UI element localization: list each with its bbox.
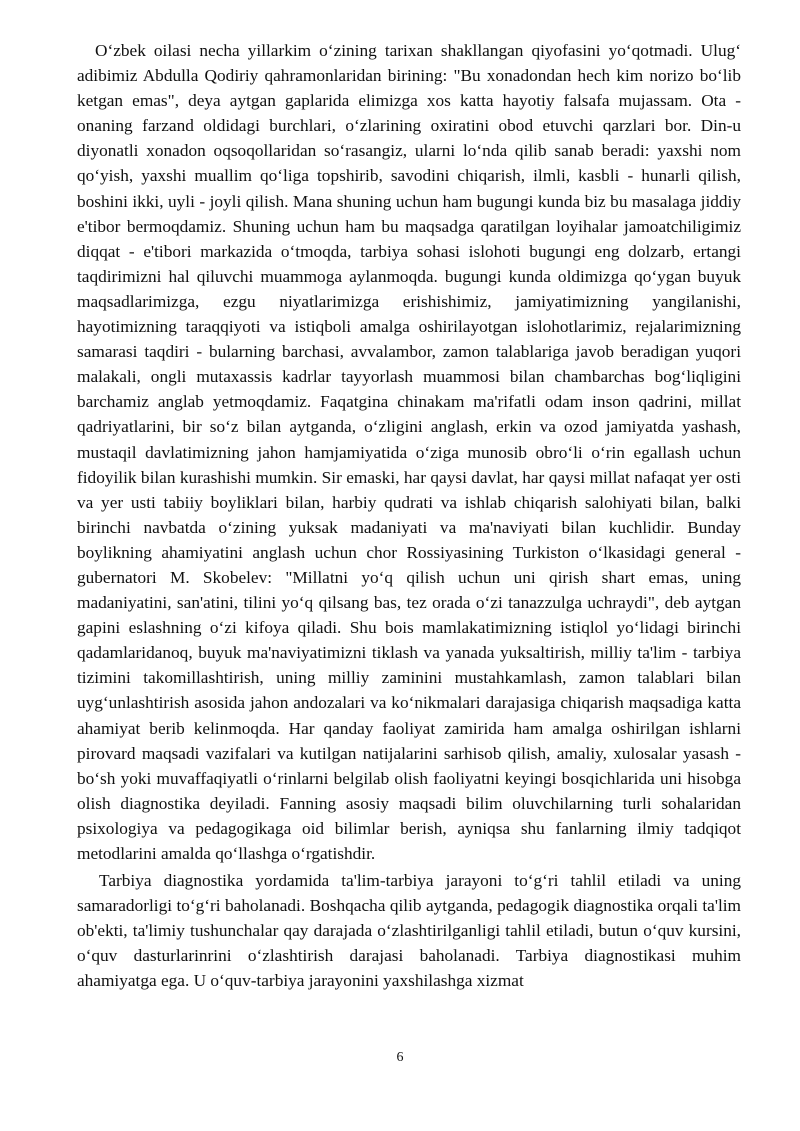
page-number: 6 — [396, 1050, 404, 1065]
paragraph-1: O‘zbek oilasi necha yillarkim o‘zining tarixan shakllangan qiyofasini yo‘qotmadi. Ulug‘ adibimiz Abdulla Qodiriy qahramonlaridan birining: "Bu xonadondan hech kim norizo bo‘lib ketgan emas", deya aytgan gaplarida elimizga xos katta hayotiy falsafa mujassam. Ota - onaning farzand oldidagi burchlari, o‘zlarining oxiratini obod etuvchi qarzlari bor. Din-u diyonatli xonadon oqsoqollaridan so‘rasangiz, ularni lo‘nda qilib sanab beradi: yaxshi nom qo‘yish, yaxshi muallim qo‘liga topshirib, savodini chiqarish, ilmli, kasbli - hunarli qilish, boshini ikki, uyli - joyli qilish. Mana shuning uchun ham bugungi kunda biz bu masalaga jiddiy e'tibor bermoqdamiz. Shuning uchun ham bu maqsadga qaratilgan loyihalar jamoatchiligimiz diqqat - e'tibori markazida o‘tmoqda, tarbiya sohasi islohoti bugungi eng dolzarb, ertangi taqdirimizni hal qiluvchi muammoga aylanmoqda. bugungi kunda oldimizga qo‘ygan buyuk maqsadlarimizga, ezgu niyatlarimizga erishishimiz, jamiyatimizning yangilanishi, hayotimizning taraqqiyoti va istiqboli amalga oshirilayotgan islohotlarimiz, rejalarimizning samarasi taqdiri - bularning barchasi, avvalambor, zamon talablariga javob beradigan yuqori malakali, ongli mutaxassis kadrlar tayyorlash muammosi bilan chambarchas bog‘liqligini barchamiz anglab yetmoqdamiz. Faqatgina chinakam ma'rifatli odam inson qadrini, millat qadriyatlarini, bir so‘z bilan aytganda, o‘zligini anglash, erkin va ozod jamiyatda yashash, mustaqil davlatimizning jahon hamjamiyatida o‘ziga munosib obro‘li o‘rin egallash uchun fidoyilik bilan kurashishi mumkin. Sir emaski, har qaysi davlat, har qaysi millat nafaqat yer osti va yer usti tabiiy boyliklari bilan, harbiy qudrati va ishlab chiqarish salohiyati bilan, balki birinchi navbatda o‘zining yuksak madaniyati va ma'naviyati bilan kuchlidir. Bunday boylikning ahamiyatini anglash uchun chor Rossiyasining Turkiston o‘lkasidagi general - gubernatori M. Skobelev: "Millatni yo‘q qilish uchun uni qirish shart emas, uning madaniyatini, san'atini, tilini yo‘q qilsang bas, tez orada o‘zi tanazzulga uchraydi", deb aytgan gapini eslashning o‘zi kifoya qiladi. Shu bois mamlakatimizning istiqlol yo‘lidagi birinchi qadamlaridanoq, buyuk ma'naviyatimizni tiklash va yanada yuksaltirish, milliy ta'lim - tarbiya tizimini takomillashtirish, uning milliy zaminini mustahkamlash, zamon talablari bilan uyg‘unlashtirish asosida jahon andozalari va ko‘nikmalari darajasiga chiqarish maqsadiga katta ahamiyat berib kelinmoqda. Har qanday faoliyat zamirida ham amalga oshirilgan ishlarni pirovard maqsadi vazifalari va kutilgan natijalarini sarhisob qilish, amaliy, xulosalar yasash - bo‘sh yoki muvaffaqiyatli o‘rinlarni belgilab olish faoliyatni keyingi bosqichlarida uni hisobga olish diagnostika deyiladi. Fanning asosiy maqsadi bilim oluvchilarning turli sohalaridan psixologiya va pedagogikaga oid bilimlar berish, ayniqsa shu fanlarning ilmiy tadqiqot metodlarini amalda qo‘llashga o‘rgatishdir. — [77, 41, 741, 863]
paragraph-2: Tarbiya diagnostika yordamida ta'lim-tarbiya jarayoni to‘g‘ri tahlil etiladi va uning samaradorligi to‘g‘ri baholanadi. Boshqacha qilib aytganda, pedagogik diagnostika orqali ta'lim ob'ekti, ta'limiy tushunchalar qay darajada o‘zlashtirilganligi tahlil etiladi, butun o‘quv kursini, o‘quv dasturlarinrini o‘zlashtirish darajasi baholanadi. Tarbiya diagnostikasi muhim ahamiyatga ega. U o‘quv-tarbiya jarayonini yaxshilashga xizmat — [77, 871, 741, 991]
document-body — [77, 38, 741, 994]
